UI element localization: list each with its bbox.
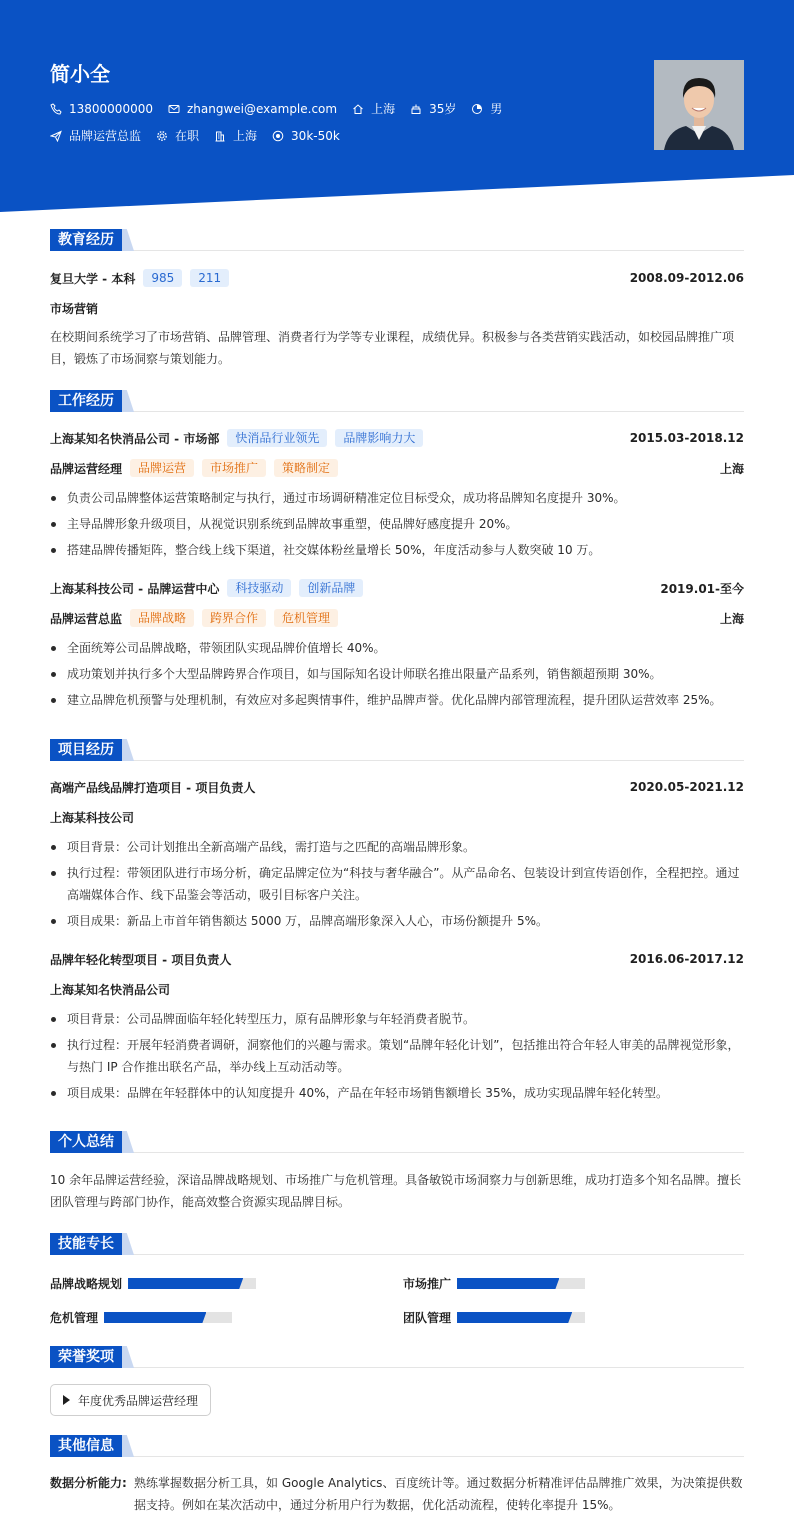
work-header: [50, 390, 744, 412]
education-major-row: [50, 298, 744, 318]
education-date: 2008.09-2012.06: [629, 271, 744, 285]
education-header: [50, 229, 744, 251]
skill-name: 危机管理: [50, 1311, 99, 1325]
project-org-row: [50, 807, 744, 827]
company-tag: 品牌影响力大: [335, 429, 423, 447]
work-company-row: [50, 428, 744, 448]
skill-bar-fill: [128, 1278, 243, 1289]
summary-section: [50, 1131, 744, 1209]
school-tag: 211: [190, 269, 229, 287]
work-title-row: [50, 458, 744, 478]
job-tag: 策略制定: [274, 459, 338, 477]
awards-section: [50, 1346, 744, 1368]
skill-bar: [128, 1278, 256, 1289]
skill-name: 市场推广: [403, 1277, 452, 1291]
candidate-name: 简小全: [50, 62, 110, 86]
work-bullet: 搭建品牌传播矩阵，整合线上线下渠道，社交媒体粉丝量增长 50%，年度活动参与人数突破 10 万。: [50, 539, 744, 561]
summary-title: 个人总结: [50, 1131, 122, 1153]
gender-icon: [471, 103, 483, 115]
project-bullet: 项目背景：公司品牌面临年轻化转型压力，原有品牌形象与年轻消费者脱节。: [50, 1008, 744, 1030]
project-bullet: 项目成果：品牌在年轻群体中的认知度提升 40%，产品在年轻市场销售额增长 35%，成功实现品牌年轻化转型。: [50, 1082, 744, 1104]
job-tag: 危机管理: [274, 609, 338, 627]
target-position-item: [50, 127, 141, 144]
skills-header: [50, 1233, 744, 1255]
salary-text: 30k-50k: [291, 128, 340, 143]
skill-bar: [457, 1312, 585, 1323]
age-text: 35岁: [429, 102, 457, 116]
intent-row: [50, 127, 355, 144]
work-city: 上海: [719, 461, 744, 476]
project-date: 2020.05-2021.12: [629, 780, 744, 794]
job-tag: 跨界合作: [202, 609, 266, 627]
summary-text: 10 余年品牌运营经验，深谙品牌战略规划、市场推广与危机管理。具备敏锐市场洞察力与创新思维，成功打造多个知名品牌。擅长团队管理与跨部门协作，能高效整合资源实现品牌目标。: [50, 1173, 742, 1209]
skill-bar-fill: [457, 1312, 572, 1323]
company-tag: 科技驱动: [227, 579, 291, 597]
project-org-row: [50, 979, 744, 999]
project-title: 项目经历: [50, 739, 122, 761]
status-text: 在职: [175, 129, 200, 143]
work-title: 工作经历: [50, 390, 122, 412]
project-bullet: 项目成果：新品上市首年销售额达 5000 万，品牌高端形象深入人心，市场份额提升 5%。: [50, 910, 744, 932]
project-bullet: 执行过程：开展年轻消费者调研，洞察他们的兴趣与需求。策划“品牌年轻化计划”，包括推出符合年轻人审美的品牌视觉形象，与热门 IP 合作推出联名产品，举办线上互动活动等。: [50, 1034, 744, 1078]
skill-bar: [104, 1312, 232, 1323]
company-name: 上海某知名快消品公司 - 市场部: [50, 431, 220, 446]
skills-title: 技能专长: [50, 1233, 122, 1255]
job-tag: 品牌运营: [130, 459, 194, 477]
skill-bar: [457, 1278, 585, 1289]
company-tag: 创新品牌: [299, 579, 363, 597]
job-tag: 市场推广: [202, 459, 266, 477]
other-info-label: 数据分析能力:: [50, 1476, 127, 1490]
triangle-right-icon: [63, 1395, 70, 1405]
skill-name: 品牌战略规划: [50, 1277, 123, 1291]
project-bullet: 项目背景：公司计划推出全新高端产品线，需打造与之匹配的高端品牌形象。: [50, 836, 744, 858]
building-icon: [214, 130, 226, 142]
phone-item: [50, 102, 153, 116]
skill-item: [403, 1309, 585, 1326]
other-title: 其他信息: [50, 1435, 122, 1457]
status-item: [156, 127, 199, 144]
other-header: [50, 1435, 744, 1457]
awards-header: [50, 1346, 744, 1368]
awards-title: 荣誉奖项: [50, 1346, 122, 1368]
company-name: 上海某科技公司 - 品牌运营中心: [50, 581, 220, 596]
target-position-text: 品牌运营总监: [69, 129, 142, 143]
education-description: 在校期间系统学习了市场营销、品牌管理、消费者行为学等专业课程，成绩优异。积极参与各类营销实践活动，如校园品牌推广项目，锻炼了市场洞察与策划能力。: [50, 330, 735, 366]
email-item: [168, 102, 337, 116]
skill-name: 团队管理: [403, 1311, 452, 1325]
award-item[interactable]: [50, 1384, 211, 1416]
project-date: 2016.06-2017.12: [629, 952, 744, 966]
location-item: [352, 100, 395, 117]
skills-section: [50, 1233, 744, 1255]
work-bullet: 建立品牌危机预警与处理机制，有效应对多起舆情事件，维护品牌声誉。优化品牌内部管理流程，提升团队运营效率 25%。: [50, 689, 744, 711]
email-text: zhangwei@example.com: [186, 101, 338, 116]
education-section: [50, 229, 744, 366]
target-city-text: 上海: [233, 129, 258, 143]
work-bullet: 主导品牌形象升级项目，从视觉识别系统到品牌故事重塑，使品牌好感度提升 20%。: [50, 513, 744, 535]
job-title: 品牌运营经理: [50, 461, 123, 476]
profile-photo: [654, 60, 744, 150]
project-name: 品牌年轻化转型项目 - 项目负责人: [50, 952, 232, 967]
company-tag: 快消品行业领先: [227, 429, 327, 447]
salary-icon: [272, 130, 284, 142]
education-title: 教育经历: [50, 229, 122, 251]
summary-header: [50, 1131, 744, 1153]
other-info-text: 熟练掌握数据分析工具，如 Google Analytics、百度统计等。通过数据分析精准评估品牌推广效果，为决策提供数据支持。例如在某次活动中，通过分析用户行为数据，优化活动流程，使转化率提升 15%。: [134, 1476, 743, 1512]
skill-item: [50, 1309, 232, 1326]
work-date: 2019.01-至今: [660, 581, 744, 596]
contact-row: [50, 100, 517, 117]
school-tag: 985: [143, 269, 182, 287]
send-icon: [50, 130, 62, 142]
education-school-row: [50, 268, 744, 288]
other-section: [50, 1435, 744, 1457]
phone-icon: [50, 103, 62, 115]
gear-icon: [156, 130, 168, 142]
age-icon: [410, 103, 422, 115]
salary-item: [272, 129, 340, 143]
work-section: [50, 390, 744, 707]
work-title-row: [50, 608, 744, 628]
project-header: [50, 739, 744, 761]
major-name: 市场营销: [50, 301, 99, 316]
location-text: 上海: [371, 102, 396, 116]
work-city: 上海: [719, 611, 744, 626]
project-name-row: [50, 777, 744, 797]
project-org: 上海某知名快消品公司: [50, 982, 171, 997]
target-city-item: [214, 127, 257, 144]
work-bullet: 负责公司品牌整体运营策略制定与执行，通过市场调研精准定位目标受众，成功将品牌知名度提升 30%。: [50, 487, 744, 509]
work-company-row: [50, 578, 744, 598]
award-name: 年度优秀品牌运营经理: [78, 1393, 199, 1408]
school-name: 复旦大学 - 本科: [50, 271, 136, 286]
job-tag: 品牌战略: [130, 609, 194, 627]
work-date: 2015.03-2018.12: [629, 431, 744, 445]
project-org: 上海某科技公司: [50, 810, 135, 825]
job-title: 品牌运营总监: [50, 611, 123, 626]
project-name-row: [50, 949, 744, 969]
other-info-row: [50, 1472, 744, 1516]
work-bullet: 成功策划并执行多个大型品牌跨界合作项目，如与国际知名设计师联名推出限量产品系列，销售额超预期 30%。: [50, 663, 744, 685]
skill-item: [50, 1275, 256, 1292]
phone-text: 13800000000: [69, 101, 153, 116]
project-section: [50, 739, 744, 1100]
project-bullet: 执行过程：带领团队进行市场分析，确定品牌定位为“科技与奢华融合”。从产品命名、包装设计到宣传语创作，全程把控。通过高端媒体合作、线下品鉴会等活动，吸引目标客户关注。: [50, 862, 744, 906]
gender-text: 男: [490, 102, 503, 116]
home-icon: [352, 103, 364, 115]
skill-bar-fill: [457, 1278, 559, 1289]
gender-item: [471, 100, 502, 117]
skill-item: [403, 1275, 585, 1292]
mail-icon: [168, 103, 180, 115]
age-item: [410, 100, 456, 117]
work-bullet: 全面统筹公司品牌战略，带领团队实现品牌价值增长 40%。: [50, 637, 744, 659]
project-name: 高端产品线品牌打造项目 - 项目负责人: [50, 780, 256, 795]
skill-bar-fill: [104, 1312, 206, 1323]
